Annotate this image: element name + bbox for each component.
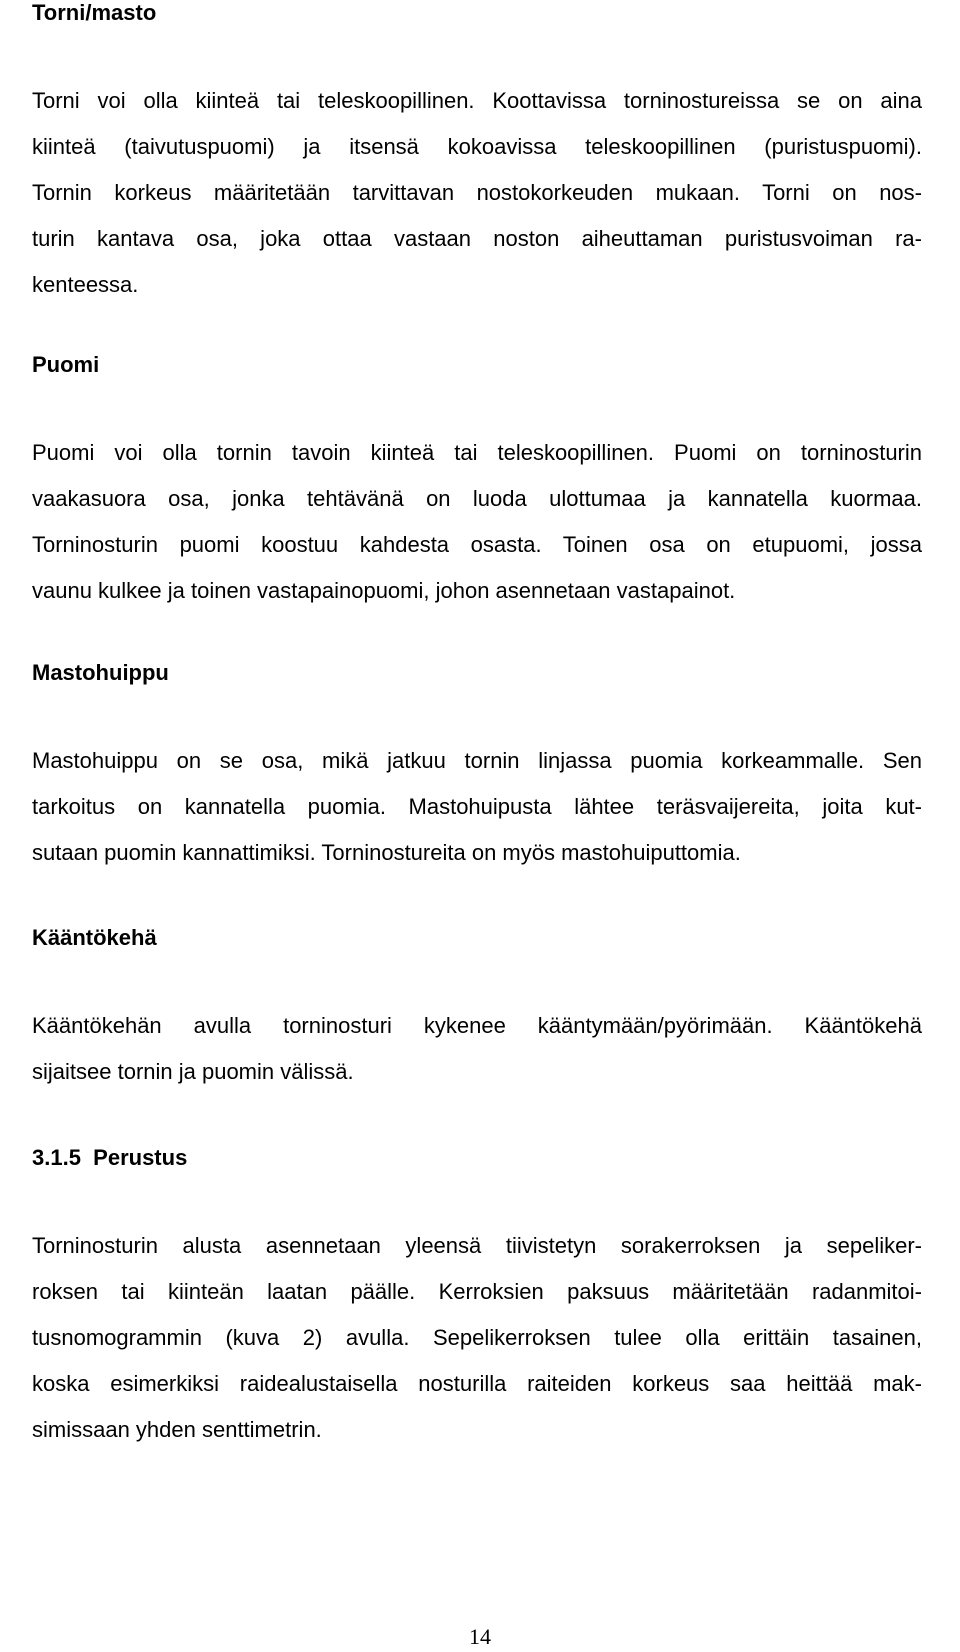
- text-line: tusnomogrammin (kuva 2) avulla. Sepelikerroksen tulee olla erittäin tasainen,: [32, 1325, 922, 1350]
- paragraph-perustus: [32, 1223, 922, 1453]
- section-heading-torni-masto: Torni/masto: [32, 0, 157, 25]
- paragraph-torni-masto: [32, 78, 922, 308]
- text-line: simissaan yhden senttimetrin.: [32, 1417, 322, 1442]
- section-heading-puomi: Puomi: [32, 352, 100, 377]
- text-line: Kääntökehän avulla torninosturi kykenee kääntymään/pyörimään. Kääntökehä: [32, 1013, 922, 1038]
- text-line: koska esimerkiksi raidealustaisella nosturilla raiteiden korkeus saa heittää mak-: [32, 1371, 922, 1396]
- text-line: vaunu kulkee ja toinen vastapainopuomi, johon asennetaan vastapainot.: [32, 578, 736, 603]
- text-line: sijaitsee tornin ja puomin välissä.: [32, 1059, 354, 1084]
- section-heading-mastohuippu: Mastohuippu: [32, 660, 169, 685]
- paragraph-mastohuippu: [32, 738, 922, 876]
- text-line: roksen tai kiinteän laatan päälle. Kerroksien paksuus määritetään radanmitoi-: [32, 1279, 922, 1304]
- text-line: Puomi voi olla tornin tavoin kiinteä tai teleskoopillinen. Puomi on torninosturin: [32, 440, 922, 465]
- section-heading-perustus: 3.1.5 Perustus: [32, 1145, 188, 1170]
- text-line: Tornin korkeus määritetään tarvittavan nostokorkeuden mukaan. Torni on nos-: [32, 180, 922, 205]
- paragraph-kaantokeha: [32, 1003, 922, 1095]
- text-line: Torninosturin alusta asennetaan yleensä tiivistetyn sorakerroksen ja sepeliker-: [32, 1233, 922, 1258]
- text-line: Torninosturin puomi koostuu kahdesta osasta. Toinen osa on etupuomi, jossa: [32, 532, 922, 557]
- text-line: tarkoitus on kannatella puomia. Mastohuipusta lähtee teräsvaijereita, joita kut-: [32, 794, 922, 819]
- text-line: kenteessa.: [32, 272, 139, 297]
- text-line: kiinteä (taivutuspuomi) ja itsensä kokoavissa teleskoopillinen (puristuspuomi).: [32, 134, 922, 159]
- text-line: vaakasuora osa, jonka tehtävänä on luoda ulottumaa ja kannatella kuormaa.: [32, 486, 922, 511]
- page-number: 14: [469, 1624, 491, 1649]
- paragraph-puomi: [32, 430, 922, 614]
- text-line: Torni voi olla kiinteä tai teleskoopillinen. Koottavissa torninostureissa se on aina: [32, 88, 922, 113]
- text-line: turin kantava osa, joka ottaa vastaan noston aiheuttaman puristusvoiman ra-: [32, 226, 922, 251]
- section-heading-kaantokeha: Kääntökehä: [32, 925, 157, 950]
- text-line: Mastohuippu on se osa, mikä jatkuu tornin linjassa puomia korkeammalle. Sen: [32, 748, 922, 773]
- text-line: sutaan puomin kannattimiksi. Torninostureita on myös mastohuiputtomia.: [32, 840, 741, 865]
